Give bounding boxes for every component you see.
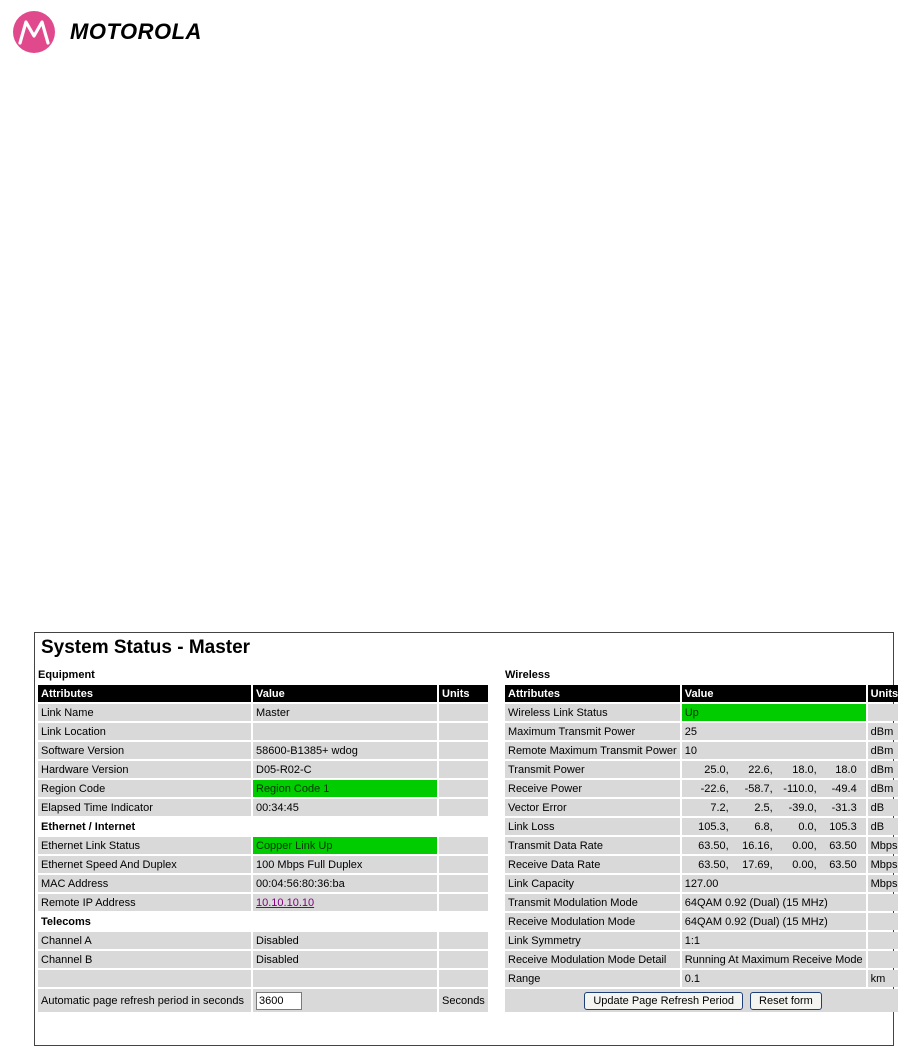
attribute-link-loss: Link Loss [505, 818, 680, 835]
value-link-loss [682, 818, 866, 835]
units-cell [868, 894, 898, 911]
table-row [38, 780, 488, 797]
units-cell [439, 856, 488, 873]
stat-value: 63.50, [698, 839, 729, 852]
refresh-period-input[interactable] [256, 992, 302, 1010]
value-receive-modulation-mode: 64QAM 0.92 (Dual) (15 MHz) [682, 913, 866, 930]
value-receive-data-rate [682, 856, 866, 873]
value-link-name: Master [253, 704, 437, 721]
value-max-transmit-power: 25 [682, 723, 866, 740]
stat-value: -110.0, [783, 782, 817, 795]
table-row [38, 932, 488, 949]
value-channel-b: Disabled [253, 951, 437, 968]
units-cell: Mbps [868, 875, 898, 892]
stat-value: 0.00, [792, 839, 817, 852]
table-row [505, 742, 898, 759]
table-row [505, 761, 898, 778]
stat-value: 0.0, [798, 820, 817, 833]
value-remote-max-transmit-power: 10 [682, 742, 866, 759]
units-cell [439, 894, 488, 911]
table-row [38, 761, 488, 778]
units-cell [439, 780, 488, 797]
attribute-remote-ip: Remote IP Address [38, 894, 251, 911]
table-row [505, 704, 898, 721]
table-row [38, 837, 488, 854]
units-cell [439, 742, 488, 759]
attribute-mac-address: MAC Address [38, 875, 251, 892]
empty-cell [38, 970, 251, 987]
stat-value: 0.00, [792, 858, 817, 871]
attribute-channel-b: Channel B [38, 951, 251, 968]
column-header-value: Value [682, 685, 866, 702]
units-cell [868, 951, 898, 968]
units-cell [868, 913, 898, 930]
table-row [505, 932, 898, 949]
attribute-transmit-power: Transmit Power [505, 761, 680, 778]
system-status-panel [34, 632, 898, 1046]
equipment-table [36, 683, 490, 1014]
value-receive-power [682, 780, 866, 797]
stat-value: 105.3, [698, 820, 729, 833]
value-mac-address: 00:04:56:80:36:ba [253, 875, 437, 892]
table-row [505, 894, 898, 911]
table-row [38, 875, 488, 892]
units-cell [439, 761, 488, 778]
stat-value: 18.0, [792, 763, 817, 776]
table-row [38, 856, 488, 873]
update-refresh-period-button[interactable]: Update Page Refresh Period [584, 992, 743, 1010]
value-range: 0.1 [682, 970, 866, 987]
attribute-transmit-data-rate: Transmit Data Rate [505, 837, 680, 854]
attribute-max-transmit-power: Maximum Transmit Power [505, 723, 680, 740]
units-cell: dBm [868, 780, 898, 797]
attribute-receive-data-rate: Receive Data Rate [505, 856, 680, 873]
table-row [505, 799, 898, 816]
table-row [505, 951, 898, 968]
wireless-table [503, 683, 898, 1014]
stat-value: 63.50 [829, 839, 857, 852]
units-cell [868, 704, 898, 721]
value-transmit-power [682, 761, 866, 778]
value-link-symmetry: 1:1 [682, 932, 866, 949]
attribute-ethernet-speed: Ethernet Speed And Duplex [38, 856, 251, 873]
brand-name: MOTOROLA [70, 19, 202, 44]
table-row [38, 742, 488, 759]
units-cell: dBm [868, 723, 898, 740]
value-link-capacity: 127.00 [682, 875, 866, 892]
stat-value: 18.0 [835, 763, 857, 776]
table-row [505, 913, 898, 930]
stat-value: -22.6, [700, 782, 729, 795]
units-cell [439, 837, 488, 854]
stat-value: -39.0, [788, 801, 817, 814]
value-channel-a: Disabled [253, 932, 437, 949]
stat-value: -31.3 [831, 801, 857, 814]
stat-value: 7.2, [710, 801, 729, 814]
wireless-header-row [505, 685, 898, 702]
value-hardware-version: D05-R02-C [253, 761, 437, 778]
stat-value: 22.6, [748, 763, 773, 776]
attribute-receive-power: Receive Power [505, 780, 680, 797]
stat-value: 63.50 [829, 858, 857, 871]
empty-row [38, 970, 488, 987]
column-header-attributes: Attributes [38, 685, 251, 702]
attribute-software-version: Software Version [38, 742, 251, 759]
table-row [38, 951, 488, 968]
units-cell [439, 932, 488, 949]
units-cell: Mbps [868, 837, 898, 854]
attribute-receive-modulation-detail: Receive Modulation Mode Detail [505, 951, 680, 968]
units-cell: Mbps [868, 856, 898, 873]
attribute-hardware-version: Hardware Version [38, 761, 251, 778]
telecoms-subsection-label: Telecoms [38, 913, 488, 930]
subsection-row [38, 818, 488, 835]
value-transmit-data-rate [682, 837, 866, 854]
empty-cell [253, 970, 437, 987]
units-cell [439, 799, 488, 816]
table-row [505, 723, 898, 740]
stat-value: 17.69, [742, 858, 773, 871]
units-cell: dBm [868, 761, 898, 778]
table-row [38, 799, 488, 816]
units-cell: dB [868, 799, 898, 816]
units-cell: dBm [868, 742, 898, 759]
remote-ip-link[interactable]: 10.10.10.10 [256, 896, 315, 909]
stat-value: 16.16, [742, 839, 773, 852]
attribute-remote-max-transmit-power: Remote Maximum Transmit Power [505, 742, 680, 759]
column-header-attributes: Attributes [505, 685, 680, 702]
value-ethernet-link-status: Copper Link Up [253, 837, 437, 854]
units-cell: dB [868, 818, 898, 835]
refresh-row [38, 989, 488, 1012]
value-link-location [253, 723, 437, 740]
stat-value: 25.0, [704, 763, 729, 776]
page-title: System Status - Master [41, 637, 251, 658]
units-cell [439, 875, 488, 892]
attribute-link-name: Link Name [38, 704, 251, 721]
value-software-version: 58600-B1385+ wdog [253, 742, 437, 759]
units-cell [868, 932, 898, 949]
value-transmit-modulation-mode: 64QAM 0.92 (Dual) (15 MHz) [682, 894, 866, 911]
value-elapsed-time: 00:34:45 [253, 799, 437, 816]
attribute-wireless-link-status: Wireless Link Status [505, 704, 680, 721]
refresh-input-cell [253, 989, 437, 1012]
table-row [38, 723, 488, 740]
wireless-section-label: Wireless [505, 669, 551, 681]
column-header-units: Units [439, 685, 488, 702]
stat-value: 6.8, [754, 820, 773, 833]
value-region-code-status: Region Code 1 [253, 780, 437, 797]
attribute-elapsed-time: Elapsed Time Indicator [38, 799, 251, 816]
value-wireless-link-status: Up [682, 704, 866, 721]
table-row [38, 704, 488, 721]
refresh-units: Seconds [439, 989, 488, 1012]
units-cell [439, 704, 488, 721]
value-receive-modulation-detail: Running At Maximum Receive Mode [682, 951, 866, 968]
attribute-ethernet-link-status: Ethernet Link Status [38, 837, 251, 854]
value-ethernet-speed: 100 Mbps Full Duplex [253, 856, 437, 873]
units-cell [439, 723, 488, 740]
stat-value: -49.4 [831, 782, 857, 795]
table-row [505, 875, 898, 892]
value-vector-error [682, 799, 866, 816]
attribute-vector-error: Vector Error [505, 799, 680, 816]
button-row [505, 989, 898, 1012]
units-cell [439, 951, 488, 968]
subsection-row [38, 913, 488, 930]
table-row [505, 856, 898, 873]
attribute-link-location: Link Location [38, 723, 251, 740]
attribute-link-capacity: Link Capacity [505, 875, 680, 892]
column-header-units: Units [868, 685, 898, 702]
table-row [38, 894, 488, 911]
refresh-period-label: Automatic page refresh period in seconds [38, 989, 251, 1012]
stat-value: -58.7, [744, 782, 773, 795]
units-cell: km [868, 970, 898, 987]
button-cell [505, 989, 898, 1012]
motorola-batwing-logo-icon [13, 11, 55, 53]
stat-value: 2.5, [754, 801, 773, 814]
equipment-section-label: Equipment [38, 669, 95, 681]
attribute-range: Range [505, 970, 680, 987]
attribute-transmit-modulation-mode: Transmit Modulation Mode [505, 894, 680, 911]
table-row [505, 970, 898, 987]
equipment-header-row [38, 685, 488, 702]
column-header-value: Value [253, 685, 437, 702]
table-row [505, 837, 898, 854]
brand-header [13, 10, 202, 54]
attribute-channel-a: Channel A [38, 932, 251, 949]
remote-ip-cell [253, 894, 437, 911]
stat-value: 63.50, [698, 858, 729, 871]
ethernet-subsection-label: Ethernet / Internet [38, 818, 488, 835]
attribute-link-symmetry: Link Symmetry [505, 932, 680, 949]
empty-cell [439, 970, 488, 987]
attribute-region-code: Region Code [38, 780, 251, 797]
table-row [505, 818, 898, 835]
reset-form-button[interactable]: Reset form [750, 992, 822, 1010]
table-row [505, 780, 898, 797]
stat-value: 105.3 [829, 820, 857, 833]
attribute-receive-modulation-mode: Receive Modulation Mode [505, 913, 680, 930]
